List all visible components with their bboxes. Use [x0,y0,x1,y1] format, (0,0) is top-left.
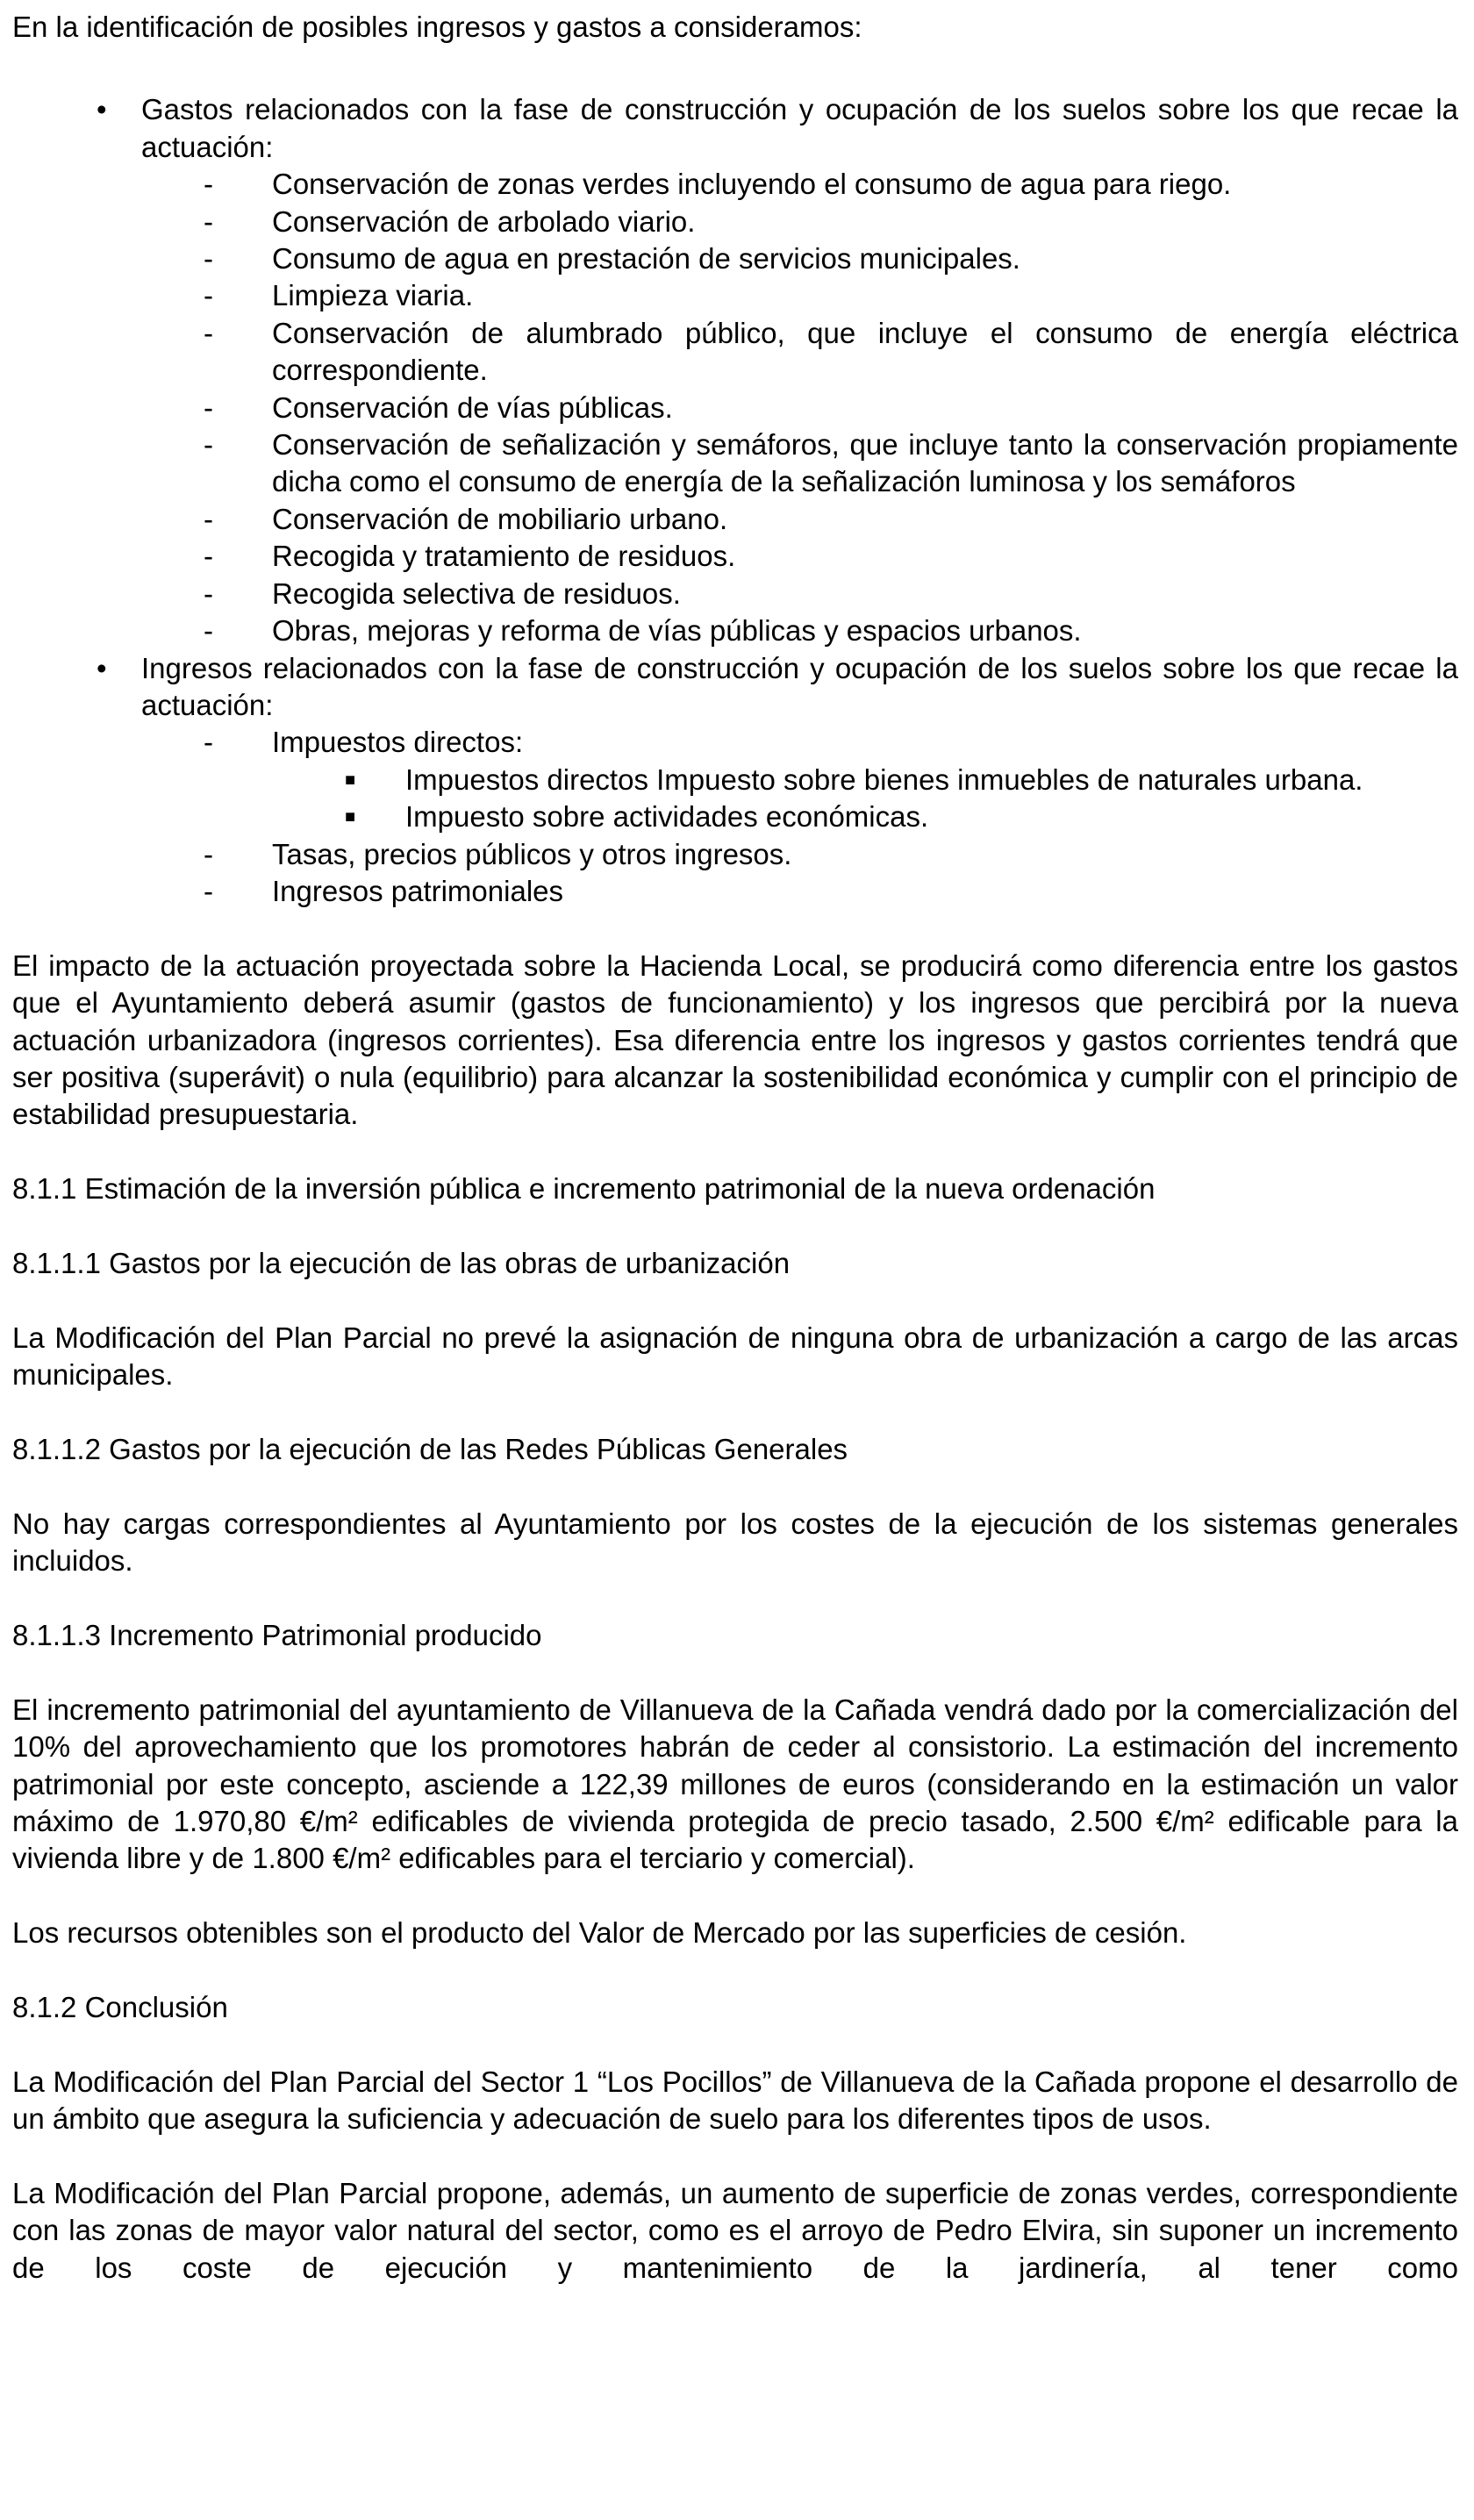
paragraph-recursos: Los recursos obtenibles son el producto del Valor de Mercado por las superficies de cesión. [12,1916,1187,1950]
list-item [12,612,1458,649]
list-item-text: Tasas, precios públicos y otros ingresos. [272,837,792,870]
list-item [12,724,1458,835]
heading-8-1-1-1: 8.1.1.1 Gastos por la ejecución de las obras de urbanización [12,1246,791,1279]
list-item-text: Obras, mejoras y reforma de vías públicas y espacios urbanos. [272,614,1082,648]
heading-8-1-2: 8.1.2 Conclusión [12,1990,228,2023]
bullet-icon: • [97,651,107,684]
dash-icon: - [204,726,213,759]
ingresos-list [141,724,1458,910]
list-item [12,836,1458,873]
list-item-text: Limpieza viaria. [272,279,474,312]
list-item [12,204,1458,240]
dash-icon: - [204,242,213,276]
bullet-text: Gastos relacionados con la fase de construcción y ocupación de los suelos sobre los que recae la actuación: [141,93,1458,163]
dash-icon: - [204,204,213,238]
dash-icon: - [204,316,213,349]
list-item [12,426,1458,501]
dash-icon: - [204,279,213,312]
list-item-text: Conservación de zonas verdes incluyendo el consumo de agua para riego. [272,168,1232,201]
list-item-text: Conservación de arbolado viario. [272,204,696,238]
dash-icon: - [204,502,213,535]
sub-list-item [12,762,1458,798]
paragraph-zonas-verdes: La Modificación del Plan Parcial propone, además, un aumento de superficie de zonas verdes, correspondiente con las zonas de mayor valor natural del sector, como es el arroyo de Pedro Elvira, sin suponer un incremento de los coste de ejecución y mantenimiento de la jardinería, al tener como [12,2176,1458,2284]
heading-8-1-1-3: 8.1.1.3 Incremento Patrimonial producido [12,1618,542,1651]
list-item [12,538,1458,575]
list-item [12,315,1458,390]
bullet-text: Ingresos relacionados con la fase de construcción y ocupación de los suelos sobre los que recae la actuación: [141,651,1458,721]
list-item-text: Conservación de señalización y semáforos, que incluye tanto la conservación propiamente dicha como el consumo de energía de la señalización luminosa y los semáforos [272,428,1458,498]
square-bullet-icon: ■ [345,770,356,790]
sub-list-item [12,798,1458,835]
heading-8-1-1: 8.1.1 Estimación de la inversión pública e incremento patrimonial de la nueva ordenación [12,1172,1156,1206]
list-item [12,576,1458,612]
list-item-text: Recogida selectiva de residuos. [272,576,681,610]
bullet-list [12,91,1458,910]
list-item [12,166,1458,203]
dash-icon: - [204,540,213,573]
list-item-text: Conservación de vías públicas. [272,390,673,424]
sub-list-item-text: Impuestos directos Impuesto sobre bienes inmuebles de naturales urbana. [405,762,1363,796]
impuestos-list [272,762,1458,836]
heading-8-1-1-2: 8.1.1.2 Gastos por la ejecución de las Redes Públicas Generales [12,1432,848,1465]
list-item [12,240,1458,277]
paragraph-cargas: No hay cargas correspondientes al Ayuntamiento por los costes de la ejecución de los sistemas generales incluidos. [12,1507,1458,1578]
list-item-text: Recogida y tratamiento de residuos. [272,540,736,573]
intro-text: En la identificación de posibles ingresos y gastos a consideramos: [12,11,862,43]
list-item [12,390,1458,426]
dash-icon: - [204,837,213,870]
dash-icon: - [204,390,213,424]
dash-icon: - [204,428,213,462]
gastos-list [141,166,1458,649]
list-item [12,501,1458,538]
paragraph-incremento: El incremento patrimonial del ayuntamiento de Villanueva de la Cañada vendrá dado por la comercialización del 10% del aprovechamiento que los promotores habrán de ceder al consistorio. La estimación del incremento patrimonial por este concepto, asciende a 122,39 millones de euros (considerando en la estimación un valor máximo de 1.970,80 €/m² edificables de vivienda protegida de precio tasado, 2.500 €/m² edificable para la vivienda libre y de 1.800 €/m² edificables para el terciario y comercial). [12,1693,1458,1875]
paragraph-obras: La Modificación del Plan Parcial no prevé la asignación de ninguna obra de urbanización a cargo de las arcas municipales. [12,1321,1458,1392]
bullet-icon: • [97,93,107,126]
list-item-text: Ingresos patrimoniales [272,874,563,907]
list-item [12,277,1458,314]
bullet-gastos [12,91,1458,649]
paragraph-impacto: El impacto de la actuación proyectada sobre la Hacienda Local, se producirá como diferencia entre los gastos que el Ayuntamiento deberá asumir (gastos de funcionamiento) y los ingresos que percibirá por la nueva actuación urbanizadora (ingresos corrientes). Esa diferencia entre los ingresos y gastos corrientes tendrá que ser positiva (superávit) o nula (equilibrio) para alcanzar la sostenibilidad económica y cumplir con el principio de estabilidad presupuestaria. [12,949,1458,1131]
list-item-text: Conservación de mobiliario urbano. [272,502,728,535]
dash-icon: - [204,168,213,201]
sub-list-item-text: Impuesto sobre actividades económicas. [405,800,929,834]
dash-icon: - [204,614,213,648]
paragraph-conclusion: La Modificación del Plan Parcial del Sector 1 “Los Pocillos” de Villanueva de la Cañada propone el desarrollo de un ámbito que asegura la suficiencia y adecuación de suelo para los diferentes tipos de usos. [12,2065,1458,2136]
dash-icon: - [204,576,213,610]
square-bullet-icon: ■ [345,807,356,827]
dash-icon: - [204,874,213,907]
list-item-text: Conservación de alumbrado público, que incluye el consumo de energía eléctrica correspondiente. [272,316,1458,387]
list-item-text: Impuestos directos: [272,726,524,759]
list-item [12,873,1458,910]
bullet-ingresos [12,650,1458,911]
list-item-text: Consumo de agua en prestación de servicios municipales. [272,242,1020,276]
